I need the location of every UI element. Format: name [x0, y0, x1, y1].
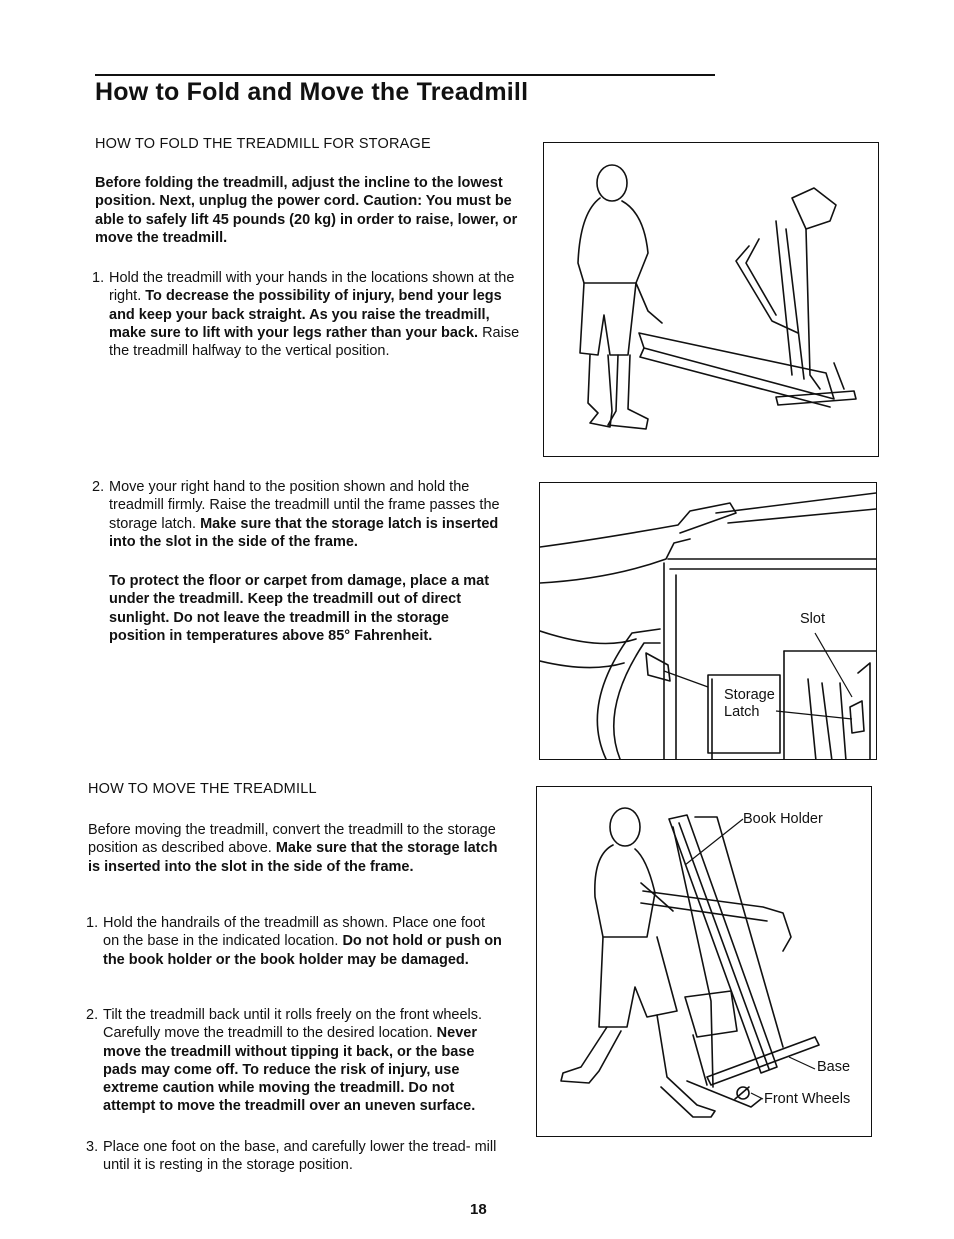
figure-storage-latch: [539, 482, 877, 760]
move-intro: [88, 821, 500, 876]
move-step-2-text: Tilt the treadmill back until it rolls freely on the front wheels. Carefully move the treadmill to the desired location.: [103, 1007, 483, 1042]
move-step-3: [86, 1138, 502, 1178]
lift-illustration: [544, 143, 879, 457]
fold-step-2-warning: Make sure that the storage latch is inserted into the slot in the side of the frame.: [109, 515, 499, 550]
move-section-heading: HOW TO MOVE THE TREADMILL: [88, 781, 317, 797]
fold-intro-text: Before folding the treadmill, adjust the incline to the lowest position. Next, unplug the power cord. Caution: You must be able to safely lift 45 pounds (20 kg) in order to raise, lower, or move the treadmill.: [95, 175, 518, 246]
fold-step-2: [92, 478, 520, 558]
fold-step-2-number: 2.: [92, 479, 105, 495]
fold-step-1-text: Hold the treadmill with your hands in the locations shown at the right.: [109, 270, 515, 305]
move-step-2: [86, 1006, 506, 1122]
move-step-1: [86, 914, 504, 988]
fold-step-1-warning: To decrease the possibility of injury, bend your legs and keep your back straight. As you raise the treadmill, make sure to lift with your legs rather than your back.: [109, 288, 502, 341]
fold-step-1-body: [109, 269, 520, 360]
page-title: How to Fold and Move the Treadmill: [95, 78, 529, 106]
page-number: 18: [470, 1201, 487, 1218]
move-step-3-number: 3.: [86, 1139, 99, 1155]
move-step-3-body: [103, 1138, 502, 1175]
fold-step-2-text: Move your right hand to the position shown and hold the treadmill firmly. Raise the treadmill until the frame passes the storage latch.: [109, 479, 500, 532]
move-step-2-body: [103, 1006, 506, 1116]
move-intro-warning: Make sure that the storage latch is inserted into the slot in the side of the frame.: [88, 840, 498, 875]
fold-step-2-body: [109, 478, 520, 551]
fold-step-1: [92, 269, 520, 381]
front-wheels-callout: Front Wheels: [764, 1091, 851, 1107]
move-intro-text: Before moving the treadmill, convert the treadmill to the storage position as described above.: [88, 822, 496, 857]
latch-illustration: [540, 483, 877, 760]
move-step-1-warning: Do not hold or push on the book holder or the book holder may be damaged.: [103, 933, 502, 968]
protect-note: [109, 572, 497, 645]
fold-intro: [95, 174, 527, 247]
storage-latch-callout: Storage Latch: [724, 687, 775, 720]
move-illustration: [537, 787, 872, 1137]
book-holder-callout: Book Holder: [743, 811, 823, 827]
title-rule: [95, 74, 715, 76]
figure-lift-treadmill: [543, 142, 879, 457]
protect-note-text: To protect the floor or carpet from damage, place a mat under the treadmill. Keep the treadmill out of direct sunlight. Do not leave the treadmill in the storage position in temperatures above 85° Fahrenheit.: [109, 573, 490, 644]
move-step-1-body: [103, 914, 504, 969]
fold-step-1-tail: Raise the treadmill halfway to the vertical position.: [109, 324, 520, 360]
move-step-1-text: Hold the handrails of the treadmill as shown. Place one foot on the base in the indicated location.: [103, 915, 486, 950]
figure-move-treadmill: [536, 786, 872, 1137]
base-callout: Base: [817, 1059, 851, 1075]
fold-step-1-number: 1.: [92, 270, 105, 286]
slot-callout: Slot: [800, 611, 825, 627]
fold-section-heading: HOW TO FOLD THE TREADMILL FOR STORAGE: [95, 136, 431, 152]
move-step-2-warning: Never move the treadmill without tipping it back, or the base pads may come off. To reduce the risk of injury, use extreme caution while moving the treadmill. Do not attempt to move the treadmill over an uneven surface.: [103, 1025, 477, 1115]
move-step-3-text: Place one foot on the base, and carefully lower the tread- mill until it is resting in the storage position.: [103, 1139, 497, 1174]
move-step-2-number: 2.: [86, 1007, 99, 1023]
move-step-1-number: 1.: [86, 915, 99, 931]
